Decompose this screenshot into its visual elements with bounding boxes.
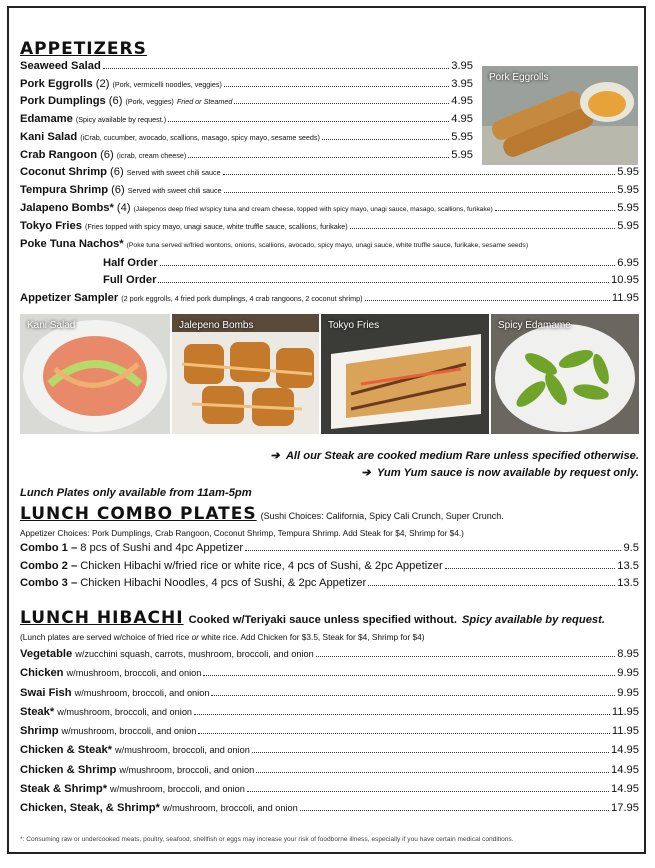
menu-item: Kani Salad (iCrab, cucumber, avocado, scallions, masago, spicy mayo, sesame seeds) 5.95	[20, 130, 473, 143]
menu-item: Combo 1 – 8 pcs of Sushi and 4pc Appetizer 9.5	[20, 542, 639, 554]
menu-item: Tempura Shrimp (6) Served with sweet chili sauce 5.95	[20, 183, 639, 196]
photo-caption: Kani Salad	[27, 320, 76, 331]
jalepeno-bombs-image	[172, 314, 319, 434]
menu-item: Tokyo Fries (Fries topped with spicy mayo, unagi sauce, white truffle sauce, scallions, furikake) 5.95	[20, 220, 639, 233]
combo-section	[20, 504, 639, 593]
menu-item: Jalapeno Bombs* (4) (Jalepenos deep fried w/spicy tuna and cream cheese, topped with spicy mayo, unagi sauce, masago, scallions, furikake) 5.95	[20, 201, 639, 214]
menu-item: Chicken, Steak, & Shrimp* w/mushroom, broccoli, and onion 17.95	[20, 802, 639, 815]
menu-item: Steak* w/mushroom, broccoli, and onion 11.95	[20, 705, 639, 718]
jalepeno-bombs-photo	[172, 314, 319, 434]
menu-item: Full Order 10.95	[103, 274, 639, 287]
appetizers-title: APPETIZERS	[20, 39, 147, 59]
menu-item: Chicken w/mushroom, broccoli, and onion 9.95	[20, 667, 639, 680]
kani-salad-photo	[20, 314, 170, 434]
menu-item: Shrimp w/mushroom, broccoli, and onion 11.95	[20, 725, 639, 738]
steak-note: ➔ All our Steak are cooked medium Rare unless specified otherwise.	[270, 450, 639, 462]
menu-item: Chicken & Steak* w/mushroom, broccoli, and onion 14.95	[20, 744, 639, 757]
menu-item: Steak & Shrimp* w/mushroom, broccoli, and onion 14.95	[20, 783, 639, 796]
menu-item: Seaweed Salad 3.95	[20, 60, 473, 72]
menu-item: Crab Rangoon (6) (icrab, cream cheese) 5.95	[20, 148, 473, 161]
spicy-edamame-photo	[491, 314, 639, 434]
hibachi-subtitle: Cooked w/Teriyaki sauce unless specified without.	[188, 614, 457, 626]
tokyo-fries-photo	[321, 314, 489, 434]
photo-caption: Spicy Edamame	[498, 320, 571, 331]
kani-salad-image	[20, 314, 170, 434]
menu-item: Poke Tuna Nachos* (Poke tuna served w/fried wontons, onions, scallions, avocado, spicy mayo, unagi sauce, white truffle sauce, furikake, sesame seeds)	[20, 238, 529, 251]
photo-caption: Tokyo Fries	[328, 320, 380, 331]
pork-eggrolls-photo	[482, 66, 638, 165]
combo-title: LUNCH COMBO PLATES	[20, 504, 257, 524]
tokyo-fries-image	[321, 314, 489, 434]
menu-item: Vegetable w/zucchini squash, carrots, mushroom, broccoli, and onion 8.95	[20, 648, 639, 660]
yumyum-note: ➔ Yum Yum sauce is now available by request only.	[361, 467, 639, 479]
menu-item: Pork Dumplings (6) (Pork, veggies) Fried or Steamed 4.95	[20, 95, 473, 108]
menu-item: Combo 3 – Chicken Hibachi Noodles, 4 pcs of Sushi, & 2pc Appetizer 13.5	[20, 577, 639, 590]
menu-item: Pork Eggrolls (2) (Pork, vermicelli noodles, veggies) 3.95	[20, 77, 473, 90]
menu-item: Swai Fish w/mushroom, broccoli, and onion 9.95	[20, 686, 639, 699]
hibachi-served-note: (Lunch plates are served w/choice of fried rice or white rice. Add Chicken for $3.5, Steak for $4, Shrimp for $4)	[20, 632, 425, 642]
menu-item: Appetizer Sampler (2 pork eggrolls, 4 fried pork dumplings, 4 crab rangoons, 2 coconut shrimp) 11.95	[20, 292, 639, 305]
appetizer-choices: Appetizer Choices: Pork Dumplings, Crab Rangoon, Coconut Shrimp, Tempura Shrimp. Add Steak for $4, Shrimp for $4.)	[20, 528, 464, 538]
menu-item: Coconut Shrimp (6) Served with sweet chili sauce 5.95	[20, 166, 639, 179]
menu-page	[7, 6, 646, 854]
menu-item: Combo 2 – Chicken Hibachi w/fried rice or white rice, 4 pcs of Sushi, & 2pc Appetizer 13.5	[20, 559, 639, 572]
menu-item: Chicken & Shrimp w/mushroom, broccoli, and onion 14.95	[20, 763, 639, 776]
hibachi-list	[20, 645, 639, 819]
sushi-choices: (Sushi Choices: California, Spicy Cali Crunch, Super Crunch.	[260, 511, 504, 521]
menu-item: Half Order 6.95	[103, 256, 639, 269]
spicy-edamame-image	[491, 314, 639, 434]
hibachi-section	[20, 608, 639, 819]
photo-caption: Jalepeno Bombs	[179, 320, 254, 331]
menu-item: Edamame (Spicy available by request.) 4.95	[20, 113, 473, 126]
footer-disclaimer: *: Consuming raw or undercooked meats, poultry, seafood, shellfish or eggs may increase your risk of foodborne illness, especially if you have certain medical conditions.	[20, 836, 514, 843]
lunch-hours-note: Lunch Plates only available from 11am-5pm	[20, 487, 252, 499]
hibachi-spicy-note: Spicy available by request.	[461, 614, 605, 626]
notes-block	[20, 448, 639, 501]
hibachi-title: LUNCH HIBACHI	[20, 608, 184, 628]
photo-caption: Pork Eggrolls	[489, 72, 549, 83]
